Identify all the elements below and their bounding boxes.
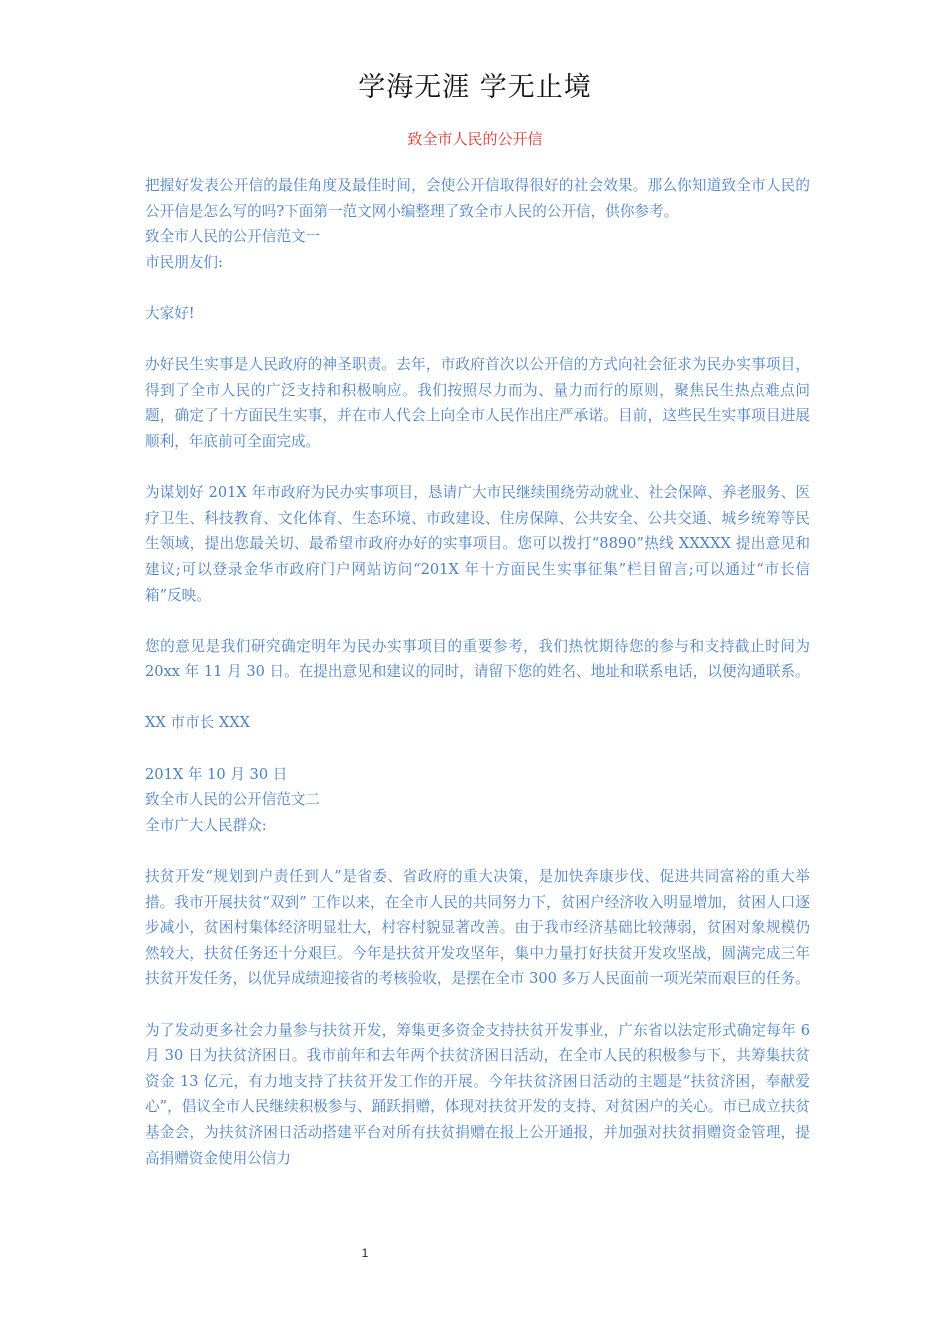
body-paragraph: 扶贫开发“规划到户责任到人”是省委、省政府的重大决策，是加快奔康步伐、促进共同富裕的重大举措。我市开展扶贫“双到” 工作以来，在全市人民的共同努力下，贫困户经济收入明显增加，贫困人口逐步减小，贫困村集体经济明显壮大，村容村貌显著改善。由于我市经济基础比较薄弱，贫困对象规模仍然较大，扶贫任务还十分艰巨。今年是扶贫开发攻坚年，集中力量打好扶贫开发攻坚战，圆满完成三年扶贫开发任务，以优异成绩迎接省的考核验收，是摆在全市 300 多万人民面前一项光荣而艰巨的任务。 [145,868,810,988]
greeting: 大家好! [145,304,195,322]
salutation: 市民朋友们: [145,253,223,271]
body-paragraph: 为谋划好 201X 年市政府为民办实事项目，恳请广大市民继续围绕劳动就业、社会保障、养老服务、医疗卫生、科技教育、文化体育、生态环境、市政建设、住房保障、公共安全、公共交通、城乡统筹等民生领域，提出您最关切、最希望市政府办好的实事项目。您可以拨打“8890”热线 XXXXX 提出意见和建议;可以登录金华市政府门户网站访问“201X 年十方面民生实事征集”栏目留言;可以通过“市长信箱”反映。 [145,484,810,604]
intro-paragraph: 把握好发表公开信的最佳角度及最佳时间，会使公开信取得很好的社会效果。那么你知道致全市人民的公开信是怎么写的吗?下面第一范文网小编整理了致全市人民的公开信，供你参考。 [145,177,810,220]
salutation: 全市广大人民群众: [145,816,267,834]
signature: XX 市市长 XXX [145,714,251,732]
body-paragraph: 办好民生实事是人民政府的神圣职责。去年，市政府首次以公开信的方式向社会征求为民办实事项目，得到了全市人民的广泛支持和积极响应。我们按照尽力而为、量力而行的原则，聚焦民生热点难点问题，确定了十方面民生实事，并在市人代会上向全市人民作出庄严承诺。目前，这些民生实事项目进展顺利，年底前可全面完成。 [145,356,810,450]
document-body [145,173,810,1171]
sample-one-heading: 致全市人民的公开信范文一 [145,228,321,246]
header-title: 学海无涯 学无止境 [358,72,592,103]
page-number: 1 [361,1246,369,1260]
date-line: 201X 年 10 月 30 日 [145,765,288,783]
sample-two-heading: 致全市人民的公开信范文二 [145,791,321,809]
body-paragraph: 您的意见是我们研究确定明年为民办实事项目的重要参考，我们热忱期待您的参与和支持截止时间为 20xx 年 11 月 30 日。在提出意见和建议的同时，请留下您的姓名、地址和联系电话，以便沟通联系。 [145,637,810,681]
body-paragraph: 为了发动更多社会力量参与扶贫开发，筹集更多资金支持扶贫开发事业，广东省以法定形式确定每年 6 月 30 日为扶贫济困日。我市前年和去年两个扶贫济困日活动，在全市人民的积极参与下，共筹集扶贫资金 13 亿元，有力地支持了扶贫开发工作的开展。今年扶贫济困日活动的主题是“扶贫济困，奉献爱心”，倡议全市人民继续积极参与、踊跃捐赠，体现对扶贫开发的支持、对贫困户的关心。市已成立扶贫基金会，为扶贫济困日活动搭建平台对所有扶贫捐赠在报上公开通报，并加强对扶贫捐赠资金管理，提高捐赠资金使用公信力 [145,1021,810,1167]
document-title: 致全市人民的公开信 [407,130,543,148]
